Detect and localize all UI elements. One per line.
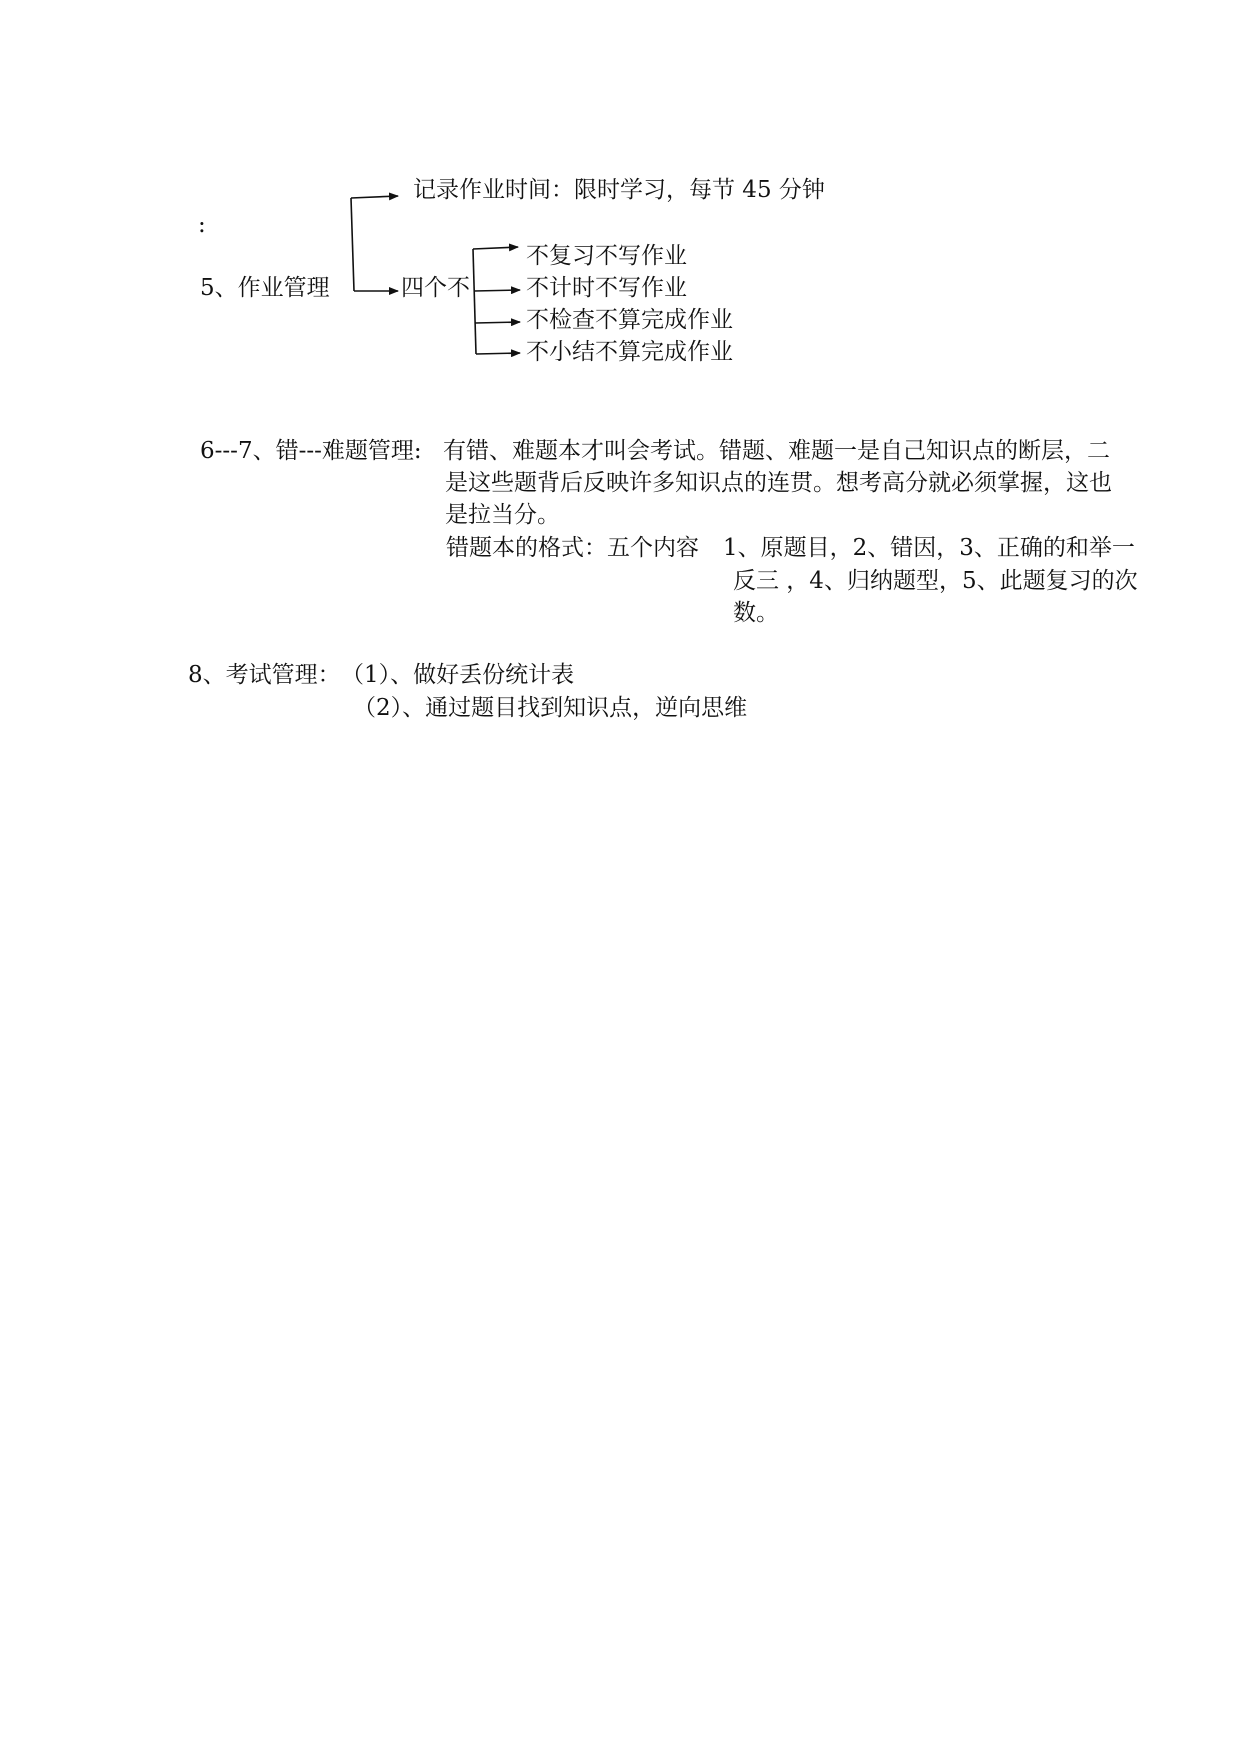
section8-item-1: （1）、做好丢份统计表 [341, 662, 575, 688]
four-not-item-3: 不检查不算完成作业 [526, 307, 733, 333]
arrow-to-record-time [351, 196, 398, 198]
section67-para-line-1: 有错、难题本才叫会考试。错题、难题一是自己知识点的断层，二 [443, 438, 1110, 464]
format-line-3: 数。 [733, 600, 779, 626]
format-line-2: 反三 ，4、归纳题型，5、此题复习的次 [733, 568, 1138, 594]
four-nots-label: 四个不 [401, 275, 470, 301]
format-label: 错题本的格式：五个内容 [446, 535, 699, 561]
section5-colon: : [198, 212, 206, 238]
section5-heading: 5、作业管理 [200, 275, 330, 301]
section67-para-line-2: 是这些题背后反映许多知识点的连贯。想考高分就必须掌握，这也 [445, 470, 1112, 496]
four-not-item-2: 不计时不写作业 [526, 275, 687, 301]
format-line-1: 1、原题目，2、错因，3、正确的和举一 [723, 535, 1135, 561]
arrow-to-item-1 [473, 247, 518, 249]
section67-heading: 6---7、错---难题管理: [200, 438, 422, 464]
arrow-to-item-3 [475, 322, 520, 323]
main-bracket-vertical [351, 198, 354, 291]
four-not-item-1: 不复习不写作业 [526, 243, 687, 269]
sub-bracket-vertical [473, 249, 476, 354]
four-not-item-4: 不小结不算完成作业 [526, 339, 733, 365]
arrow-to-item-2 [474, 290, 520, 291]
record-time-text: 记录作业时间：限时学习，每节 45 分钟 [413, 177, 825, 203]
section67-para-line-3: 是拉当分。 [445, 502, 560, 528]
arrow-to-item-4 [476, 353, 520, 354]
section8-item-2: （2）、通过题目找到知识点，逆向思维 [353, 695, 748, 721]
section8-heading: 8、考试管理： [188, 662, 341, 688]
